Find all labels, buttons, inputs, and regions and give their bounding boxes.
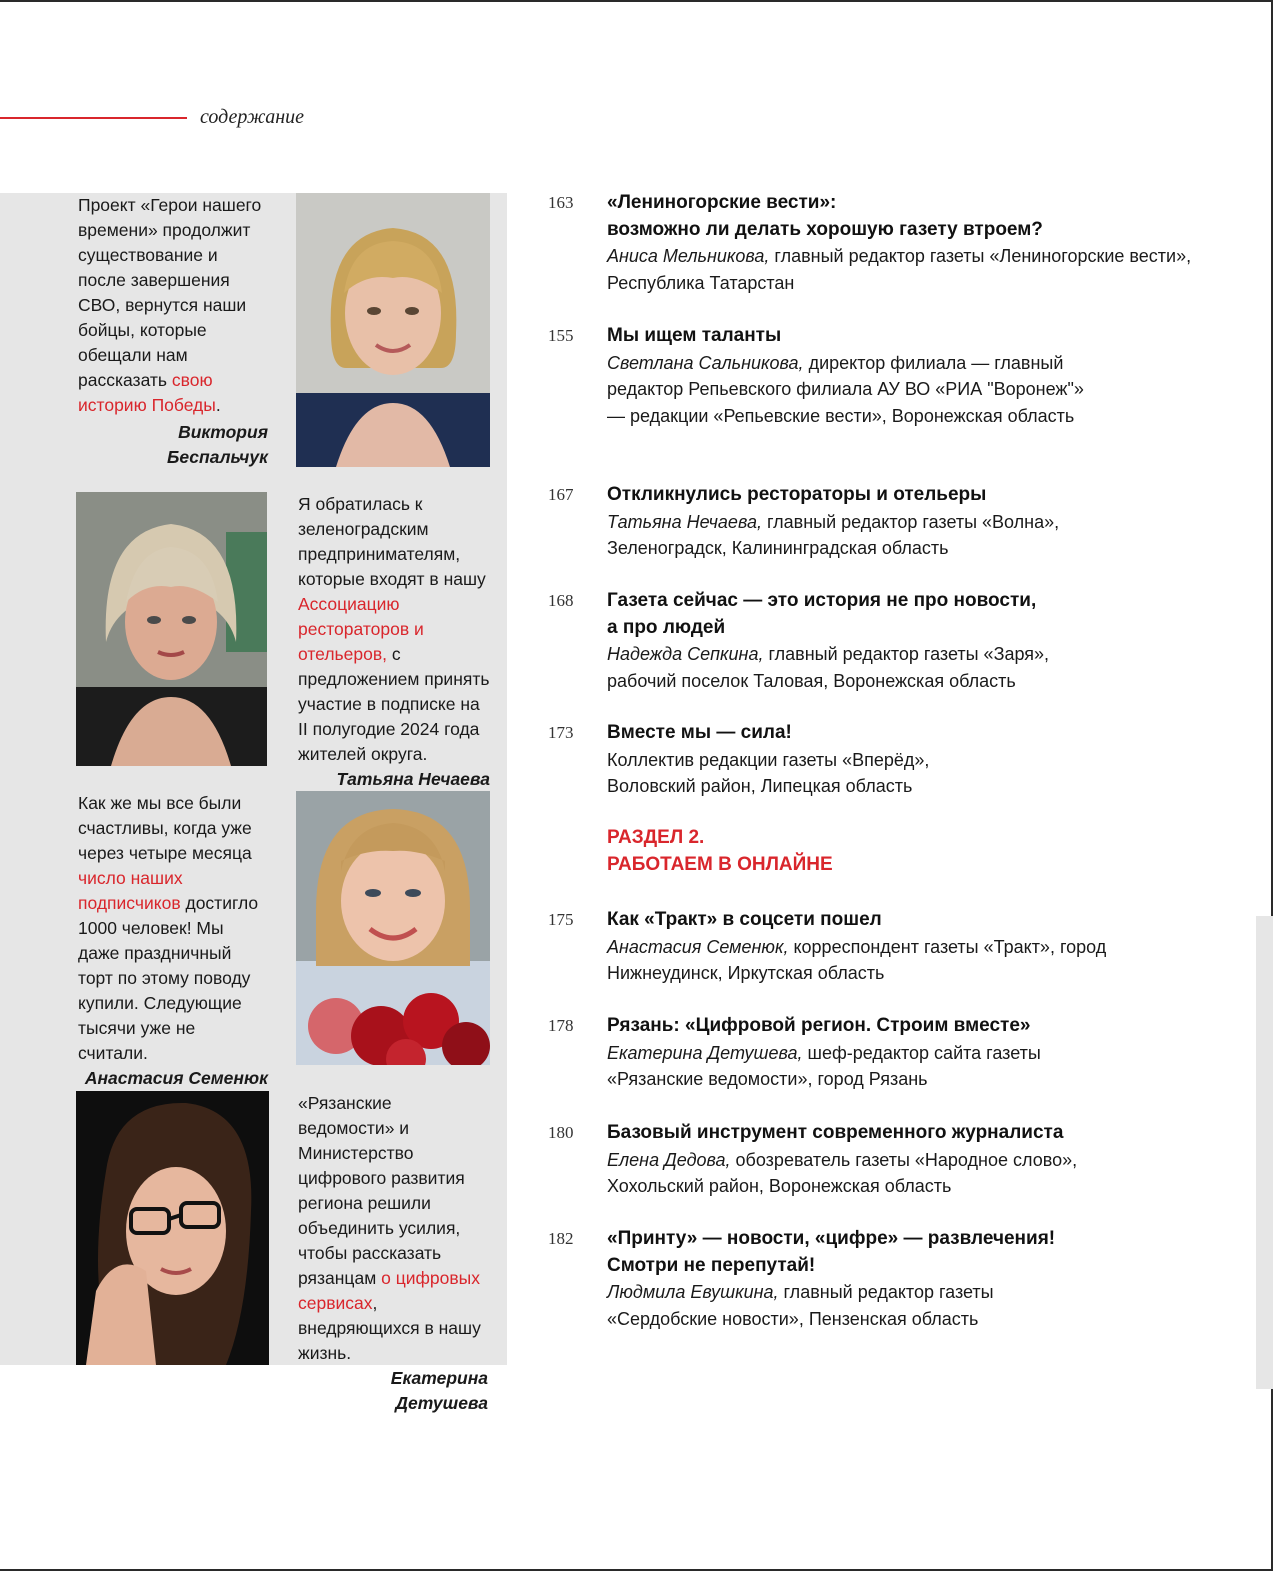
toc-page-number: 180 <box>548 1123 574 1142</box>
quote-text-end: достигло 1000 человек! Мы даже праздничный торт по этому поводу купили. Следующие тысячи уже не считали. <box>78 893 259 1063</box>
toc-description: Людмила Евушкина, главный редактор газеты «Сердобские новости», Пензенская область <box>607 1282 994 1329</box>
toc-title: Рязань: «Цифровой регион. Строим вместе» <box>607 1015 1031 1036</box>
quote-text: «Рязанские ведомости» и Министерство цифрового развития региона решили объединить усилия, чтобы рассказать рязанцам <box>298 1093 465 1288</box>
portrait-photo-4 <box>76 1091 269 1365</box>
quote-2 <box>298 492 490 792</box>
toc-page-number: 178 <box>548 1016 574 1035</box>
quote-author: Виктория Беспальчук <box>166 422 268 467</box>
toc-page-number: 168 <box>548 591 574 610</box>
toc-description: Светлана Сальникова, директор филиала — главный редактор Репьевского филиала АУ ВО «РИА "Воронеж"» — редакции «Репьевские вести», Воронежская область <box>607 352 1084 426</box>
quote-3 <box>78 791 268 1091</box>
toc-page-number: 155 <box>548 326 574 345</box>
quote-text-end: с предложением принять участие в подписке на II полугодие 2024 года жителей округа. <box>298 644 490 764</box>
toc-title: «Принту» — новости, «цифре» — развлечения! Смотри не перепутай! <box>607 1228 1056 1276</box>
toc-page-number: 163 <box>548 193 574 212</box>
quote-1 <box>78 193 268 470</box>
toc-title: Как «Тракт» в соцсети пошел <box>607 909 882 930</box>
toc-description: Елена Дедова, обозреватель газеты «Народное слово», Хохольский район, Воронежская область <box>607 1149 1078 1196</box>
toc-title: Вместе мы — сила! <box>607 722 792 743</box>
quote-text: Проект «Герои нашего времени» продолжит существование и после завершения СВО, вернутся наши бойцы, которые обещали нам рассказать <box>78 195 262 390</box>
portrait-photo-3 <box>296 791 490 1065</box>
quote-4 <box>298 1091 488 1416</box>
toc-description: Татьяна Нечаева, главный редактор газеты «Волна», Зеленоградск, Калининградская область <box>607 511 1060 558</box>
quote-text: Я обратилась к зеленоградским предпринимателям, которые входят в нашу <box>298 494 486 589</box>
toc-page-number: 173 <box>548 723 574 742</box>
quote-text: Как же мы все были счастливы, когда уже через четыре месяца <box>78 793 252 863</box>
section-heading: РАЗДЕЛ 2. РАБОТАЕМ В ОНЛАЙНЕ <box>607 827 833 875</box>
quote-author: Анастасия Семенюк <box>84 1068 268 1088</box>
quote-text-end: . <box>215 395 221 415</box>
quote-highlight: свою историю Победы <box>78 370 216 415</box>
header-rule <box>0 117 187 119</box>
toc-page-number: 182 <box>548 1229 574 1248</box>
toc-description: Анастасия Семенюк, корреспондент газеты «Тракт», город Нижнеудинск, Иркутская область <box>607 936 1107 983</box>
toc-title: Газета сейчас — это история не про новости, а про людей <box>607 590 1037 638</box>
quote-author: Екатерина Детушева <box>390 1368 488 1413</box>
toc-title: Мы ищем таланты <box>607 325 782 346</box>
side-accent-bar <box>1256 916 1273 1389</box>
quote-highlight: о цифровых сервисах <box>298 1268 480 1313</box>
section-label: содержание <box>200 106 304 128</box>
toc-page-number: 175 <box>548 910 574 929</box>
toc-page-number: 167 <box>548 485 574 504</box>
toc-description: Надежда Сепкина, главный редактор газеты «Заря», рабочий поселок Таловая, Воронежская область <box>607 644 1050 691</box>
toc-description: Аниса Мельникова, главный редактор газеты «Лениногорские вести», Республика Татарстан <box>607 246 1192 293</box>
quote-highlight: Ассоциацию рестораторов и отельеров, <box>298 594 424 664</box>
toc-title: Откликнулись рестораторы и отельеры <box>607 484 987 505</box>
toc-title: «Лениногорские вести»: возможно ли делать хорошую газету втроем? <box>607 192 1043 240</box>
portrait-photo-2 <box>76 492 267 766</box>
toc-title: Базовый инструмент современного журналиста <box>607 1122 1064 1143</box>
toc-description: Екатерина Детушева, шеф-редактор сайта газеты «Рязанские ведомости», город Рязань <box>607 1042 1041 1089</box>
quote-highlight: число наших подписчиков <box>78 868 183 913</box>
toc-description: Коллектив редакции газеты «Вперёд», Воловский район, Липецкая область <box>607 749 930 796</box>
portrait-photo-1 <box>296 193 490 467</box>
quote-text-end: , внедряющихся в нашу жизнь. <box>298 1293 481 1363</box>
quote-author: Татьяна Нечаева <box>336 769 490 789</box>
